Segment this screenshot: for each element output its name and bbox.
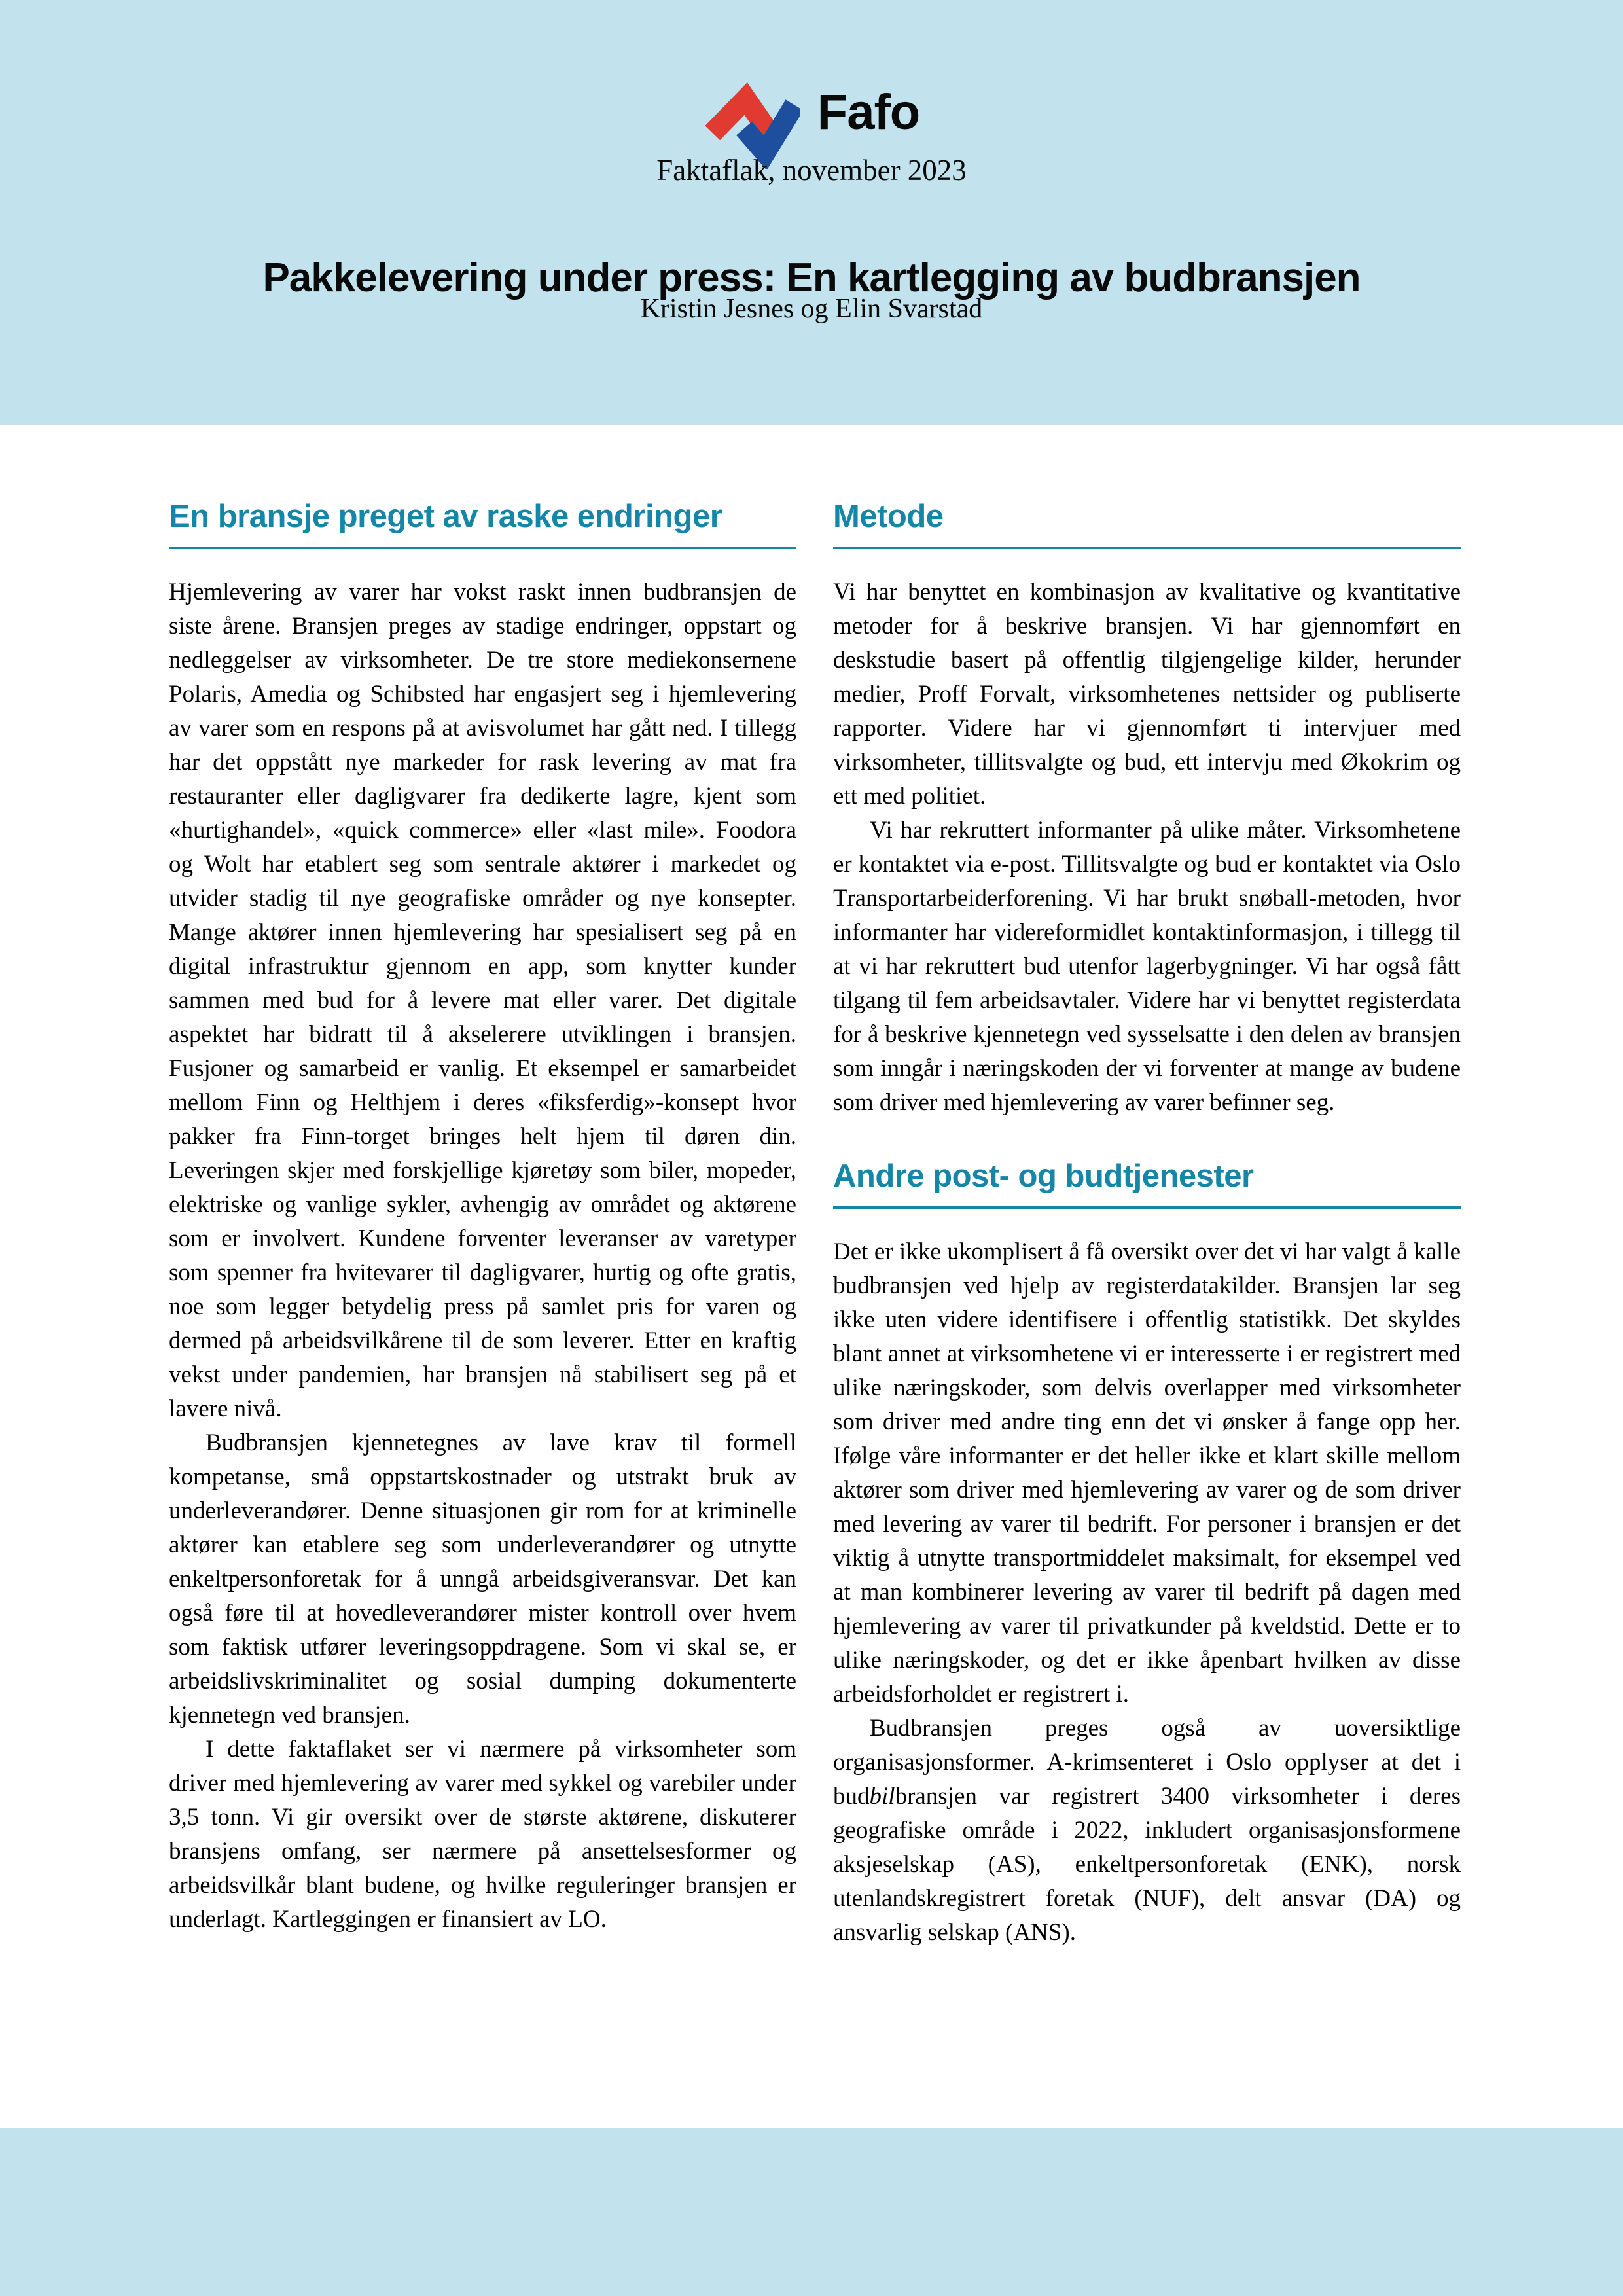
heading-rule	[833, 547, 1461, 549]
article-section	[833, 1159, 1461, 1950]
fafo-logo-word: Fafo	[817, 84, 920, 140]
section-heading: En bransje preget av raske endringer	[169, 499, 722, 534]
publication-subtitle: Faktaflak, november 2023	[656, 154, 967, 187]
body-paragraph: Vi har benyttet en kombinasjon av kvalitative og kvantitative metoder for å beskrive bransjen. Vi har gjennomført en deskstudie basert på offentlig tilgjengelige kilder, herunder medier, Proff Forvalt, virksomhetenes nettsider og publiserte rapporter. Videre har vi gjennomført ti intervjuer med virksomheter, tillitsvalgte og bud, ett intervju med Økokrim og ett med politiet.	[833, 579, 1461, 810]
heading-rule	[169, 547, 796, 549]
body-paragraph: Det er ikke ukomplisert å få oversikt over det vi har valgt å kalle budbransjen ved hjelp av registerdatakilder. Bransjen lar seg ikke uten videre identifisere i offentlig statistikk. Det skyldes blant annet at virksomhetene vi er interesserte i er registrert med ulike næringskoder, som delvis overlapper med virksomheter som driver med andre ting enn det vi ønsker å fange opp her. Ifølge våre informanter er det heller ikke et klart skille mellom aktører som driver med hjemlevering av varer og de som driver med levering av varer til bedrift. For personer i bransjen er det viktig å utnytte transportmiddelet maksimalt, for eksempel ved at man kombinerer levering av varer til bedrift på dagen med hjemlevering av varer til privatkunder på kveldstid. Dette er to ulike næringskoder, og det er ikke åpenbart hvilken av disse arbeidsforholdet er registrert i.	[833, 1238, 1461, 1708]
article-section	[169, 499, 796, 1937]
left-column	[169, 499, 796, 1950]
right-column	[833, 499, 1461, 1950]
body-paragraph: Budbransjen preges også av uoversiktlige organisasjonsformer. A-krimsenteret i Oslo opplyser at det i budbilbransjen var registrert 3400 virksomheter i deres geografiske område i 2022, inkludert organisasjonsformene aksjeselskap (AS), enkeltpersonforetak (ENK), norsk utenlandskregistrert foretak (NUF), delt ansvar (DA) og ansvarlig selskap (ANS).	[833, 1715, 1461, 1946]
page-title: Pakkelevering under press: En kartlegging av budbransjen	[262, 255, 1361, 300]
body-paragraph: Vi har rekruttert informanter på ulike måter. Virksomhetene er kontaktet via e-post. Tillitsvalgte og bud er kontaktet via Oslo Transportarbeiderforening. Vi har brukt snøball-metoden, hvor informanter har videreformidlet kontaktinformasjon, i tillegg til at vi har rekruttert bud utenfor lagerbygninger. Vi har også fått tilgang til fem arbeidsavtaler. Videre har vi benyttet registerdata for å beskrive kjennetegn ved sysselsatte i den delen av bransjen som inngår i næringskoden der vi forventer at mange av budene som driver med hjemlevering av varer befinner seg.	[833, 817, 1461, 1116]
authors-line: Kristin Jesnes og Elin Svarstad	[640, 294, 983, 324]
body-paragraph: Budbransjen kjennetegnes av lave krav til formell kompetanse, små oppstartskostnader og utstrakt bruk av underleverandører. Denne situasjonen gir rom for at kriminelle aktører kan etablere seg som underleverandører og utnytte enkeltpersonforetak for å unngå arbeidsgiveransvar. Det kan også føre til at hovedleverandører mister kontroll over hvem som faktisk utfører leveringsoppdragene. Som vi skal se, er arbeidslivskriminalitet og sosial dumping dokumenterte kjennetegn ved bransjen.	[169, 1429, 796, 1729]
body-paragraph: I dette faktaflaket ser vi nærmere på virksomheter som driver med hjemlevering av varer med sykkel og varebiler under 3,5 tonn. Vi gir oversikt over de største aktørene, diskuterer bransjens omfang, ser nærmere på ansettelsesformer og arbeidsvilkår blant budene, og hvilke reguleringer bransjen er underlagt. Kartleggingen er finansiert av LO.	[169, 1736, 796, 1933]
article-section	[833, 499, 1461, 1120]
section-heading: Andre post- og budtjenester	[833, 1158, 1254, 1194]
two-column-body	[169, 499, 1461, 1950]
heading-rule	[833, 1206, 1461, 1209]
footer-band	[0, 2128, 1623, 2296]
section-heading: Metode	[833, 499, 944, 534]
header-band	[0, 0, 1623, 425]
body-paragraph: Hjemlevering av varer har vokst raskt innen budbransjen de siste årene. Bransjen preges av stadige endringer, oppstart og nedleggelser av virksomheter. De tre store mediekonsernene Polaris, Amedia og Schibsted har engasjert seg i hjemlevering av varer som en respons på at avisvolumet har gått ned. I tillegg har det oppstått nye markeder for rask levering av mat fra restauranter eller dagligvarer fra dedikerte lagre, kjent som «hurtighandel», «quick commerce» eller «last mile». Foodora og Wolt har etablert seg som sentrale aktører i markedet og utvider stadig til nye geografiske områder og nye konsepter. Mange aktører innen hjemlevering har spesialisert seg på en digital infrastruktur gjennom en app, som knytter kunder sammen med bud for å levere mat eller varer. Det digitale aspektet har bidratt til å akselerere utviklingen i bransjen. Fusjoner og samarbeid er vanlig. Et eksempel er samarbeidet mellom Finn og Helthjem i deres «fiksferdig»-konsept hvor pakker fra Finn-torget bringes helt hjem til døren din. Leveringen skjer med forskjellige kjøretøy som biler, mopeder, elektriske og vanlige sykler, avhengig av området og aktørene som er involvert. Kundene forventer leveranser av varetyper som spenner fra hvitevarer til dagligvarer, hurtig og ofte gratis, noe som legger betydelig press på samlet pris for varen og dermed på arbeidsvilkårene til de som leverer. Etter en kraftig vekst under pandemien, har bransjen nå stabilisert seg på et lavere nivå.	[169, 579, 796, 1422]
italic-text: bil	[869, 1783, 895, 1810]
